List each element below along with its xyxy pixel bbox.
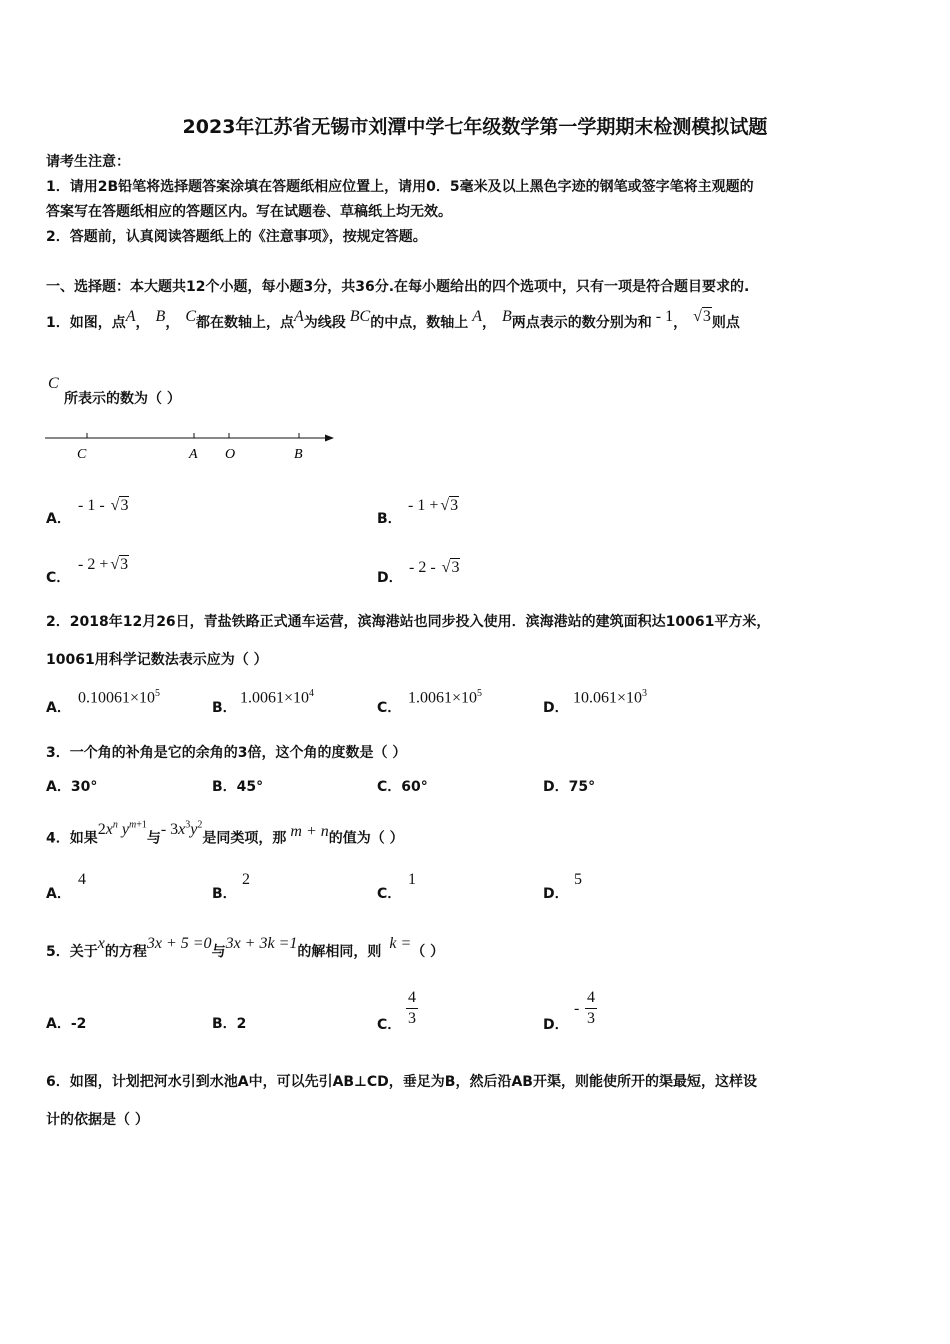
q4-option-b-label: B． (212, 886, 237, 902)
q1-text: 1．如图，点 (46, 315, 126, 331)
q4-option-a: 4 (78, 871, 86, 888)
question-2-line-1: 2．2018年12月26日，青盐铁路正式通车运营，滨海港站也同步投入使用．滨海港站的建筑面积达10061平方米， (46, 614, 771, 630)
q2-option-b (240, 688, 314, 707)
question-5-stem (46, 935, 445, 962)
q4-text: 是同类项，那 (202, 830, 287, 847)
q2-option-a-label: A． (46, 700, 71, 716)
sqrt-radicand: 3 (702, 308, 711, 325)
q5-option-c-label: C． (377, 1017, 402, 1033)
option-value: - 2 + (78, 556, 109, 573)
q5-equation-2: 3x + 3k =1 (225, 935, 298, 952)
q1-point-b: B (155, 308, 166, 325)
option-value: 0.10061×10 (78, 689, 156, 707)
q4-monomial-1: $2x^n$ $y^{m+1}$ (97, 820, 147, 839)
q2-option-d (573, 688, 647, 707)
q5-equation-1: 3x + 5 =0 (146, 935, 212, 952)
q4-text: 与 (146, 830, 161, 847)
q1-option-b (408, 497, 459, 515)
q4-option-c: 1 (408, 871, 416, 888)
q1-point-c: C (185, 308, 196, 325)
sqrt-radicand: 3 (120, 497, 129, 514)
fraction-denominator: 3 (587, 1010, 595, 1027)
q5-option-c-fraction (406, 988, 418, 1029)
q1-option-d-label: D． (377, 570, 403, 586)
q4-option-d-label: D． (543, 886, 569, 902)
q1-text: 两点表示的数分别为和 (511, 315, 652, 331)
q1-value-sqrt3: √3 (693, 308, 711, 325)
option-exponent: 3 (642, 688, 648, 699)
q2-option-b-label: B． (212, 700, 237, 716)
q5-option-b: B．2 (212, 1016, 247, 1032)
sqrt-3: √3 (440, 497, 459, 514)
q1-text: 都在数轴上，点 (195, 315, 294, 331)
q1-value-neg1: - 1 (655, 308, 674, 325)
q1-option-a (78, 497, 129, 515)
option-exponent: 5 (477, 688, 483, 699)
axis-label-b: B (294, 447, 303, 462)
question-2-line-2: 10061用科学记数法表示应为（ ） (46, 652, 268, 668)
option-value: 10.061×10 (573, 689, 643, 707)
q1-question-end: 所表示的数为（ ） (64, 391, 181, 407)
notice-heading: 请考生注意： (46, 154, 130, 170)
number-line-arrow (325, 435, 334, 442)
q4-option-c-label: C． (377, 886, 402, 902)
q5-option-d-sign: - (574, 1000, 580, 1017)
q1-option-d (409, 559, 460, 577)
fraction-denominator: 3 (408, 1010, 416, 1027)
q4-option-d: 5 (574, 871, 582, 888)
q4-expression-mn: m + n (290, 823, 329, 841)
q2-option-c (408, 688, 482, 707)
q2-option-c-label: C． (377, 700, 402, 716)
q5-text: 的解相同，则 (297, 944, 382, 960)
option-exponent: 4 (309, 688, 315, 699)
option-value: - 2 - (409, 559, 436, 576)
q1-point-a: A (293, 308, 304, 325)
q1-option-b-label: B． (377, 511, 402, 527)
q5-option-d-fraction (585, 988, 597, 1029)
q3-option-b: B．45° (212, 779, 264, 795)
axis-label-o: O (225, 447, 236, 462)
q5-k-equals: k = (389, 935, 412, 952)
q5-variable-x: x (97, 935, 105, 952)
notice-line-2: 答案写在答题纸相应的答题区内。写在试题卷、草稿纸上均无效。 (46, 204, 452, 220)
sqrt-3: √3 (110, 497, 129, 514)
q1-comma: ， (165, 315, 180, 331)
q1-text: 为线段 (303, 315, 346, 331)
question-6-line-1: 6．如图，计划把河水引到水池A中，可以先引AB⊥CD，垂足为B，然后沿AB开渠，则能使所开的渠最短，这样设 (46, 1074, 757, 1090)
notice-line-3: 2．答题前，认真阅读答题纸上的《注意事项》，按规定答题。 (46, 229, 427, 245)
notice-line-1: 1．请用2B铅笔将选择题答案涂填在答题纸相应位置上，请用0．5毫米及以上黑色字迹的钢笔或签字笔将主观题的 (46, 179, 754, 195)
q5-text: （ ） (411, 944, 445, 960)
option-value: 1.0061×10 (240, 689, 310, 707)
q1-text: 则点 (711, 315, 740, 331)
sqrt-radicand: 3 (120, 556, 129, 573)
q2-option-a (78, 688, 160, 707)
q4-text: 的值为（ ） (328, 830, 404, 847)
q1-comma: ， (673, 315, 688, 331)
q5-text: 与 (211, 944, 226, 960)
q4-option-b: 2 (242, 871, 250, 888)
q5-option-d-label: D． (543, 1017, 569, 1033)
sqrt-3: √3 (441, 559, 460, 576)
option-exponent: 5 (155, 688, 161, 699)
q3-option-c: C．60° (377, 779, 428, 795)
sqrt-3: √3 (110, 556, 129, 573)
q5-option-a: A．-2 (46, 1016, 87, 1032)
q3-option-a: A．30° (46, 779, 98, 795)
section-heading: 一、选择题：本大题共12个小题，每小题3分，共36分.在每小题给出的四个选项中，只有一项是符合题目要求的. (46, 279, 750, 295)
q1-comma: ， (482, 315, 496, 331)
q4-monomial-2: - $3x^3y^2$ (160, 820, 203, 839)
q1-option-c-label: C． (46, 570, 71, 586)
sqrt-radicand: 3 (450, 497, 459, 514)
axis-label-a: A (189, 447, 198, 462)
axis-label-c: C (77, 447, 87, 462)
q1-segment-bc: BC (349, 308, 371, 325)
q1-point-b: B (502, 308, 512, 325)
question-4-stem (46, 820, 404, 848)
sqrt-radicand: 3 (451, 559, 460, 576)
q5-text: 5．关于 (46, 944, 98, 960)
q2-option-d-label: D． (543, 700, 569, 716)
option-value: - 1 - (78, 497, 105, 514)
q3-option-d: D．75° (543, 779, 596, 795)
question-3-stem: 3．一个角的补角是它的余角的3倍，这个角的度数是（ ） (46, 745, 407, 761)
option-value: - 1 + (408, 497, 439, 514)
q1-point-a: A (472, 308, 482, 325)
q1-option-a-label: A． (46, 511, 71, 527)
number-line-figure (40, 425, 340, 467)
fraction-numerator: 4 (585, 988, 597, 1009)
option-value: 1.0061×10 (408, 689, 478, 707)
fraction-numerator: 4 (406, 988, 418, 1009)
q1-point-c-label: C (48, 375, 59, 392)
page-title: 2023年江苏省无锡市刘潭中学七年级数学第一学期期末检测模拟试题 (182, 116, 768, 138)
question-1-stem (46, 308, 740, 333)
q5-text: 的方程 (104, 944, 147, 960)
q4-text: 4．如果 (46, 830, 98, 847)
q1-point-a: A (125, 308, 136, 325)
q1-comma: ， (135, 315, 150, 331)
q4-option-a-label: A． (46, 886, 71, 902)
q1-option-c (78, 556, 129, 574)
q1-text: 的中点，数轴上 (370, 315, 469, 331)
question-6-line-2: 计的依据是（ ） (46, 1112, 149, 1128)
